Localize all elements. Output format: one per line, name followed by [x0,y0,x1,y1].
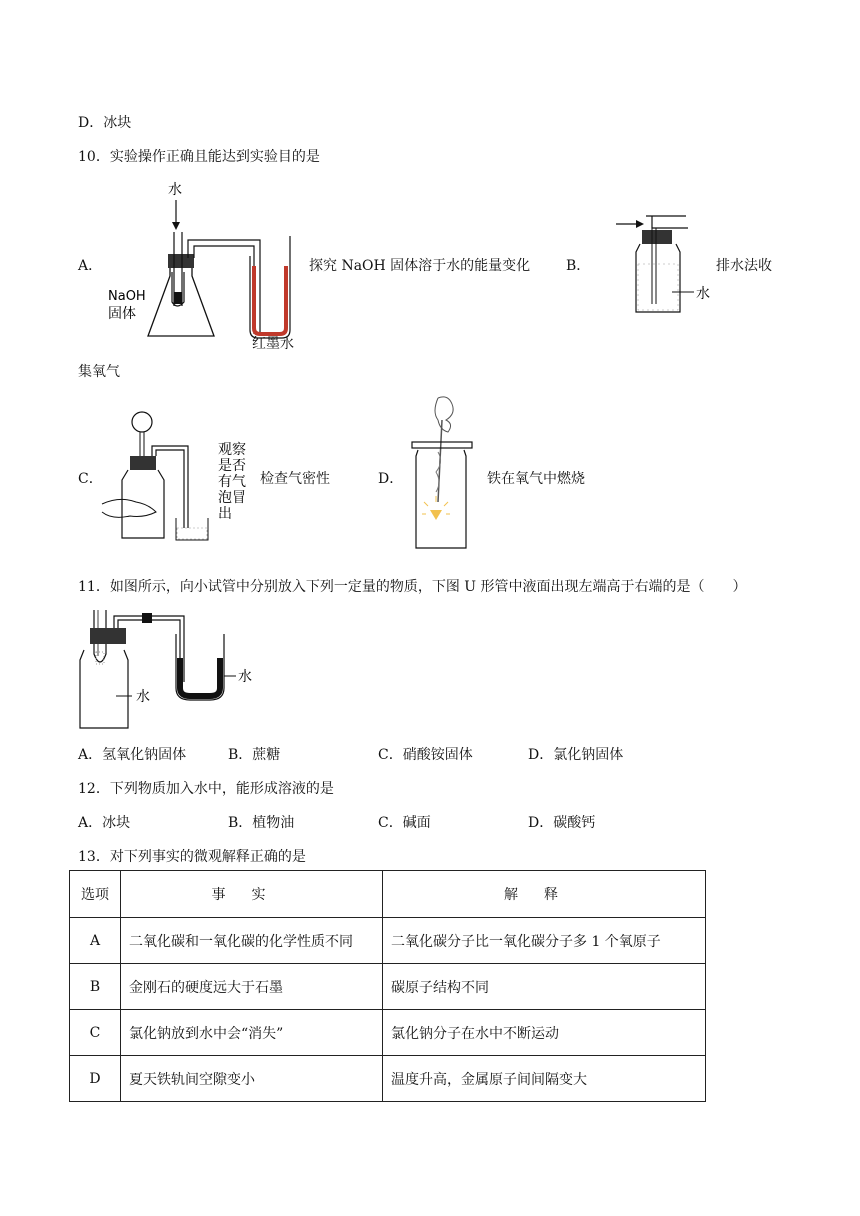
q10-option-c-desc: 检查气密性 [260,471,330,487]
fig-11-water-right: 水 [238,669,252,685]
fig-c-note-1: 观察 [218,442,246,458]
fig-naoh-label: NaOH [108,289,146,304]
fig-c-note-5: 出 [218,506,232,522]
row-explanation: 碳原子结构不同 [383,964,706,1010]
row-option: A [70,918,121,964]
row-fact: 氯化钠放到水中会“消失” [121,1010,383,1056]
q10-option-d-label: D． [378,471,404,487]
q9-option-d: D．冰块 [78,115,132,131]
q13-stem: 13．对下列事实的微观解释正确的是 [78,849,306,865]
q10-option-b-desc: 排水法收 [716,258,772,274]
q11-option-c: C．硝酸铵固体 [378,747,473,763]
header-fact: 事实 [121,871,383,918]
q10-option-b-desc-cont: 集氧气 [78,364,120,380]
header-explanation: 解释 [383,871,706,918]
fig-c-note-3: 有气 [218,474,246,490]
q11-stem: 11．如图所示，向小试管中分别放入下列一定量的物质，下图 U 形管中液面出现左端高于右端的是（ ） [78,579,747,595]
table-row [70,1056,706,1102]
q12-option-c: C．碱面 [378,815,431,831]
naoh-dissolution-apparatus-figure [104,176,304,352]
row-option: B [70,964,121,1010]
table-row [70,1010,706,1056]
q10-option-b-label: B． [566,258,591,274]
row-fact: 夏天铁轨间空隙变小 [121,1056,383,1102]
q12-option-d: D．碳酸钙 [528,815,596,831]
iron-burning-figure [408,392,478,552]
fig-11-water-left: 水 [136,689,150,705]
row-option: D [70,1056,121,1102]
q12-stem: 12．下列物质加入水中，能形成溶液的是 [78,781,334,797]
table-header-row [70,871,706,918]
fig-water-label: 水 [168,182,182,198]
q10-option-d-desc: 铁在氧气中燃烧 [487,471,585,487]
row-fact: 金刚石的硬度远大于石墨 [121,964,383,1010]
q11-option-d: D．氯化钠固体 [528,747,624,763]
u-tube-figure [76,604,266,732]
row-fact: 二氧化碳和一氧化碳的化学性质不同 [121,918,383,964]
fig-b-water-label: 水 [696,286,710,302]
table-row [70,918,706,964]
q12-option-b: B．植物油 [228,815,295,831]
row-option: C [70,1010,121,1056]
row-explanation: 氯化钠分子在水中不断运动 [383,1010,706,1056]
fig-c-note-4: 泡冒 [218,490,246,506]
row-explanation: 温度升高，金属原子间间隔变大 [383,1056,706,1102]
q10-stem: 10．实验操作正确且能达到实验目的是 [78,149,320,165]
fig-red-ink-label: 红墨水 [252,336,294,352]
q10-option-a-label: A． [78,258,103,274]
q11-option-b: B．蔗糖 [228,747,281,763]
airtightness-check-figure [100,408,260,548]
table-row [70,964,706,1010]
q12-option-a: A．冰块 [78,815,131,831]
row-explanation: 二氧化碳分子比一氧化碳分子多 1 个氧原子 [383,918,706,964]
q10-option-a-desc: 探究 NaOH 固体溶于水的能量变化 [309,258,531,274]
fig-c-note-2: 是否 [218,458,246,474]
fig-solid-label: 固体 [108,306,136,322]
oxygen-collection-figure [612,208,710,318]
q11-option-a: A．氢氧化钠固体 [78,747,187,763]
q10-option-c-label: C． [78,471,103,487]
header-option: 选项 [70,871,121,918]
facts-table [69,870,706,1102]
